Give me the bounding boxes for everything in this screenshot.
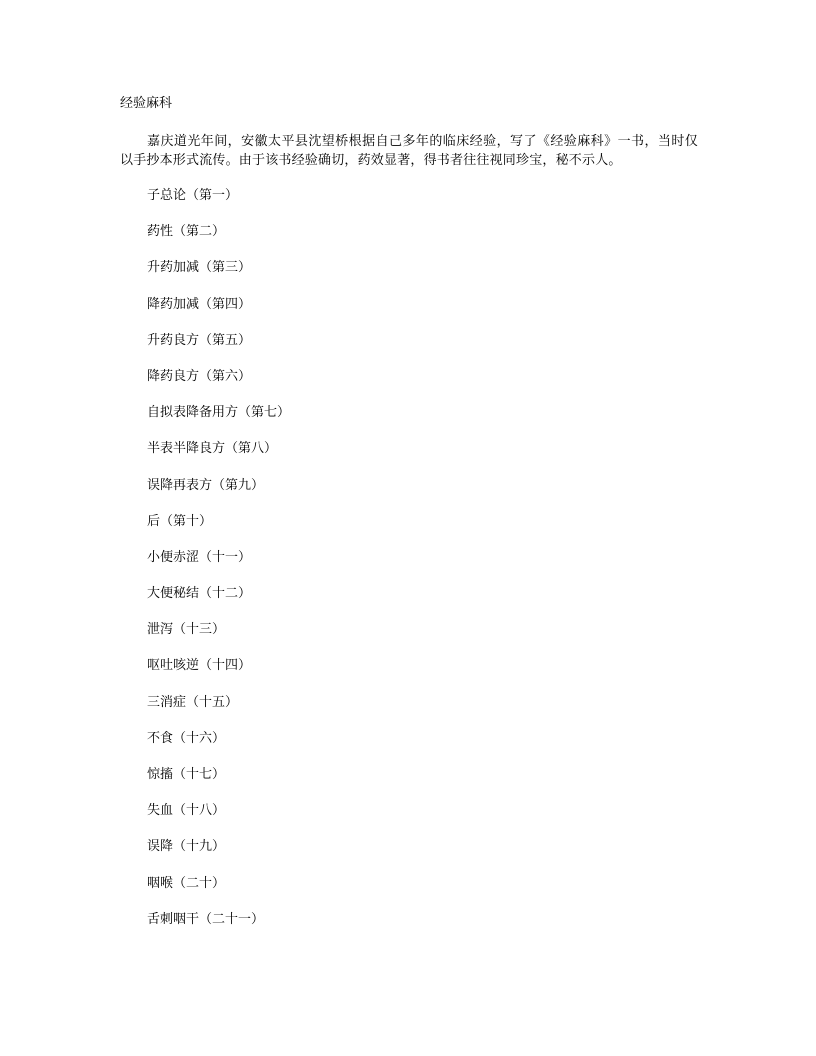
chapter-item: 升药良方（第五） xyxy=(147,332,252,348)
chapter-item: 误降（十九） xyxy=(147,839,226,855)
chapter-item: 呕吐咳逆（十四） xyxy=(147,658,252,674)
chapter-item: 降药加减（第四） xyxy=(147,296,252,312)
chapter-item: 失血（十八） xyxy=(147,803,226,819)
chapter-item: 大便秘结（十二） xyxy=(147,586,252,602)
chapter-item: 不食（十六） xyxy=(147,730,226,746)
chapter-item: 舌刺咽干（二十一） xyxy=(147,911,265,927)
chapter-item: 泄泻（十三） xyxy=(147,622,226,638)
chapter-item: 药性（第二） xyxy=(147,224,226,240)
chapter-item: 自拟表降备用方（第七） xyxy=(147,405,291,421)
intro-paragraph: 嘉庆道光年间，安徽太平县沈望桥根据自己多年的临床经验，写了《经验麻科》一书，当时仅以手抄本形式流传。由于该书经验确切，药效显著，得书者往往视同珍宝，秘不示人。 xyxy=(120,134,698,168)
chapter-item: 升药加减（第三） xyxy=(147,260,252,276)
chapter-item: 半表半降良方（第八） xyxy=(147,441,278,457)
chapter-item: 子总论（第一） xyxy=(147,188,239,203)
chapter-item: 咽喉（二十） xyxy=(147,875,226,891)
chapter-item: 三消症（十五） xyxy=(147,694,239,710)
chapter-item: 误降再表方（第九） xyxy=(147,477,265,493)
document-title: 经验麻科 xyxy=(120,96,173,111)
chapter-item: 惊搐（十七） xyxy=(147,767,226,782)
chapter-list xyxy=(147,187,290,947)
chapter-item: 后（第十） xyxy=(147,513,213,529)
chapter-item: 小便赤涩（十一） xyxy=(147,549,252,565)
chapter-item: 降药良方（第六） xyxy=(147,368,252,384)
